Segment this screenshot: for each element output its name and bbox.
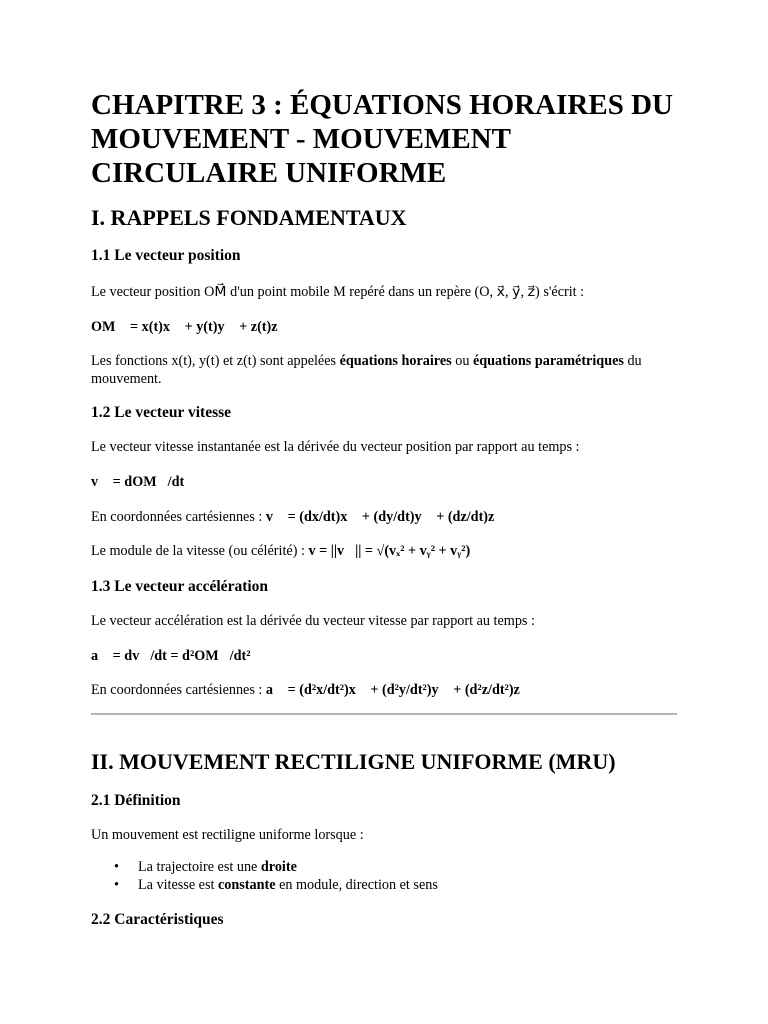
- subsection-heading-definition: 2.1 Définition: [91, 792, 181, 809]
- subsection-heading-position: 1.1 Le vecteur position: [91, 247, 241, 264]
- chapter-title: CHAPITRE 3 : ÉQUATIONS HORAIRES DU MOUVEMENT - MOUVEMENT CIRCULAIRE UNIFORME: [91, 89, 673, 189]
- horaires-note: Les fonctions x(t), y(t) et z(t) sont appelées équations horaires ou équations paramétriques du mouvement.: [91, 353, 642, 387]
- vitesse-module-formula: v = ||v⃗|| = √(vₓ² + vᵧ² + vᵧ²): [308, 543, 471, 559]
- subsection-heading-acceleration: 1.3 Le vecteur accélération: [91, 578, 269, 595]
- vitesse-intro: Le vecteur vitesse instantanée est la dérivée du vecteur position par rapport au temps :: [91, 439, 580, 455]
- definition-intro: Un mouvement est rectiligne uniforme lorsque :: [91, 827, 364, 843]
- subsection-heading-caracteristiques: 2.2 Caractéristiques: [91, 911, 224, 928]
- section-divider: [91, 713, 677, 715]
- definition-list: [91, 858, 438, 894]
- term-equations-horaires: équations horaires: [339, 353, 452, 369]
- subsection-heading-vitesse: 1.2 Le vecteur vitesse: [91, 404, 232, 421]
- bullet-icon: •: [114, 859, 119, 875]
- vitesse-cartesian-formula: v⃗ = (dx/dt)x⃗ + (dy/dt)y⃗ + (dz/dt)z⃗: [265, 509, 506, 525]
- list-item: • La vitesse est constante en module, direction et sens: [114, 877, 438, 893]
- section-heading-rappels: I. RAPPELS FONDAMENTAUX: [91, 205, 407, 230]
- position-intro: Le vecteur position OM⃗ d'un point mobile M repéré dans un repère (O, x⃗, y⃗, z⃗) s'écrit :: [91, 284, 585, 300]
- list-item: • La trajectoire est une droite: [114, 859, 297, 875]
- vitesse-cartesian-line: En coordonnées cartésiennes : v⃗ = (dx/dt)x⃗ + (dy/dt)y⃗ + (dz/dt)z⃗: [91, 509, 506, 525]
- bullet-icon: •: [114, 877, 119, 893]
- position-intro-text: [91, 283, 584, 301]
- vitesse-formula: v⃗ = dOM⃗/dt: [91, 474, 185, 490]
- acceleration-cartesian-formula: a⃗ = (d²x/dt²)x⃗ + (d²y/dt²)y⃗ + (d²z/dt²)z⃗: [265, 682, 531, 698]
- acceleration-formula: a⃗ = dv⃗/dt = d²OM⃗/dt²: [91, 648, 251, 664]
- acceleration-intro: Le vecteur accélération est la dérivée du vecteur vitesse par rapport au temps :: [91, 613, 535, 629]
- section-heading-mru: II. MOUVEMENT RECTILIGNE UNIFORME (MRU): [91, 749, 616, 774]
- vitesse-module-line: Le module de la vitesse (ou célérité) : v = ||v⃗|| = √(vₓ² + vᵧ² + vᵧ²): [91, 543, 471, 559]
- term-equations-parametriques: équations paramétriques: [472, 353, 624, 369]
- position-formula: OM⃗ = x(t)x⃗ + y(t)y⃗ + z(t)z⃗: [91, 319, 289, 335]
- acceleration-cartesian-line: En coordonnées cartésiennes : a⃗ = (d²x/dt²)x⃗ + (d²y/dt²)y⃗ + (d²z/dt²)z⃗: [91, 682, 531, 698]
